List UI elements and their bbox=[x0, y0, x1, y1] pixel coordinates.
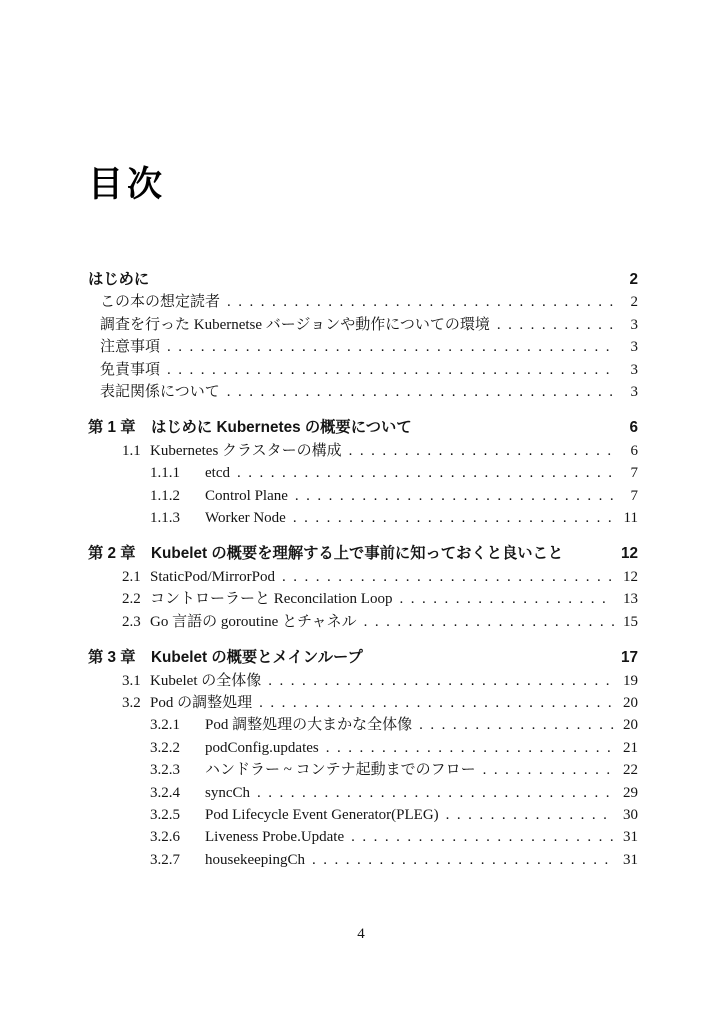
toc-entry[interactable] bbox=[100, 381, 638, 403]
dot-leader bbox=[351, 826, 614, 848]
toc-entry-number: 3.2.6 bbox=[150, 829, 180, 846]
toc-entry[interactable] bbox=[122, 440, 638, 462]
toc-entry-label: はじめに Kubernetes の概要について bbox=[151, 419, 412, 437]
page-number: 4 bbox=[357, 926, 365, 942]
toc-entry-page: 2 bbox=[629, 271, 638, 288]
toc-entry-number: 第 1 章 bbox=[88, 419, 136, 437]
toc-entry[interactable] bbox=[88, 647, 638, 669]
toc-entry-label: 免責事項 bbox=[100, 361, 161, 378]
toc-entry-page: 17 bbox=[620, 649, 638, 667]
toc-entry[interactable] bbox=[150, 714, 638, 736]
toc-entry-label: はじめに bbox=[88, 271, 150, 288]
toc-entry[interactable] bbox=[150, 737, 638, 759]
dot-leader bbox=[227, 381, 614, 403]
toc-entry-page: 31 bbox=[623, 829, 638, 846]
toc-entry[interactable] bbox=[150, 804, 638, 826]
toc-entry-page: 15 bbox=[623, 613, 638, 630]
toc-entry-page: 6 bbox=[629, 419, 638, 437]
dot-leader bbox=[419, 714, 614, 736]
toc-entry-number: 3.2.2 bbox=[150, 739, 180, 756]
toc-entry-page: 11 bbox=[623, 510, 638, 527]
toc-entry-label: Kubernetes クラスターの構成 bbox=[150, 442, 342, 459]
toc-entry-page: 22 bbox=[623, 762, 638, 779]
toc-entry-label: syncCh bbox=[205, 784, 250, 801]
toc-entry-label: Kubelet の全体像 bbox=[150, 672, 262, 689]
toc-entry[interactable] bbox=[100, 314, 638, 336]
toc-entry-page: 21 bbox=[623, 739, 638, 756]
toc-entry[interactable] bbox=[150, 507, 638, 529]
toc-entry-label: Kubelet の概要とメインループ bbox=[151, 649, 363, 667]
toc-entry-label: etcd bbox=[205, 465, 230, 482]
toc-entry-label: Pod 調整処理の大まかな全体像 bbox=[205, 717, 413, 734]
toc-entry-number: 3.2.3 bbox=[150, 762, 180, 779]
dot-leader bbox=[364, 611, 614, 633]
toc-entry-number: 3.2.1 bbox=[150, 717, 180, 734]
toc-entry-number: 3.2.7 bbox=[150, 851, 180, 868]
toc-entry-number: 3.1 bbox=[122, 672, 141, 689]
toc-entry-label: コントローラーと Reconcilation Loop bbox=[150, 591, 393, 608]
toc-entry-page: 12 bbox=[623, 568, 638, 585]
toc-entry-label: Pod の調整処理 bbox=[150, 694, 253, 711]
toc-entry-label: StaticPod/MirrorPod bbox=[150, 568, 276, 585]
toc-entry-page: 3 bbox=[630, 384, 638, 401]
toc-entry-page: 19 bbox=[623, 672, 638, 689]
toc-entry-page: 3 bbox=[630, 361, 638, 378]
toc-entry[interactable] bbox=[150, 849, 638, 871]
toc-entry-page: 13 bbox=[623, 591, 638, 608]
toc-entry-number: 第 3 章 bbox=[88, 649, 136, 667]
toc-entry[interactable] bbox=[122, 566, 638, 588]
dot-leader bbox=[326, 737, 614, 759]
dot-leader bbox=[259, 692, 614, 714]
dot-leader bbox=[237, 462, 614, 484]
toc-entry-number: 第 2 章 bbox=[88, 545, 136, 563]
toc-entry-label: 調査を行った Kubernetse バージョンや動作についての環境 bbox=[100, 316, 490, 333]
dot-leader bbox=[268, 670, 614, 692]
toc-entry[interactable] bbox=[100, 291, 638, 313]
toc-entry-page: 20 bbox=[623, 717, 638, 734]
dot-leader bbox=[312, 849, 614, 871]
toc-entry-page: 7 bbox=[630, 487, 638, 504]
dot-leader bbox=[257, 782, 614, 804]
dot-leader bbox=[167, 336, 614, 358]
dot-leader bbox=[483, 759, 614, 781]
toc-content bbox=[88, 0, 638, 871]
dot-leader bbox=[497, 314, 614, 336]
toc-entry-number: 2.3 bbox=[122, 613, 141, 630]
toc-entry-number: 1.1 bbox=[122, 442, 141, 459]
toc-entry-label: Kubelet の概要を理解する上で事前に知っておくと良いこと bbox=[151, 545, 564, 563]
toc-list bbox=[88, 269, 638, 871]
toc-entry-number: 2.2 bbox=[122, 591, 141, 608]
toc-entry-number: 1.1.2 bbox=[150, 487, 180, 504]
toc-entry-label: podConfig.updates bbox=[205, 739, 319, 756]
toc-entry-page: 6 bbox=[630, 442, 638, 459]
toc-entry-page: 12 bbox=[620, 545, 638, 563]
toc-entry[interactable] bbox=[150, 462, 638, 484]
toc-entry[interactable] bbox=[122, 670, 638, 692]
toc-entry-number: 2.1 bbox=[122, 568, 141, 585]
toc-entry-page: 29 bbox=[623, 784, 638, 801]
toc-entry-label: Control Plane bbox=[205, 487, 288, 504]
page-title: 目次 bbox=[88, 165, 167, 204]
toc-entry[interactable] bbox=[150, 759, 638, 781]
toc-entry[interactable] bbox=[122, 692, 638, 714]
toc-entry-page: 20 bbox=[623, 694, 638, 711]
toc-entry-label: この本の想定読者 bbox=[100, 294, 221, 311]
toc-entry-page: 3 bbox=[630, 316, 638, 333]
toc-entry-label: 注意事項 bbox=[100, 339, 161, 356]
toc-entry-page: 2 bbox=[630, 294, 638, 311]
dot-leader bbox=[349, 440, 614, 462]
toc-entry[interactable] bbox=[150, 782, 638, 804]
toc-entry-number: 3.2 bbox=[122, 694, 141, 711]
toc-entry[interactable] bbox=[88, 543, 638, 565]
dot-leader bbox=[446, 804, 614, 826]
toc-entry-label: 表記関係について bbox=[100, 384, 220, 401]
toc-entry[interactable] bbox=[100, 336, 638, 358]
toc-entry[interactable] bbox=[88, 417, 638, 439]
toc-entry[interactable] bbox=[100, 359, 638, 381]
toc-entry-label: ハンドラー ~ コンテナ起動までのフロー bbox=[205, 762, 476, 779]
toc-entry-label: Liveness Probe.Update bbox=[205, 829, 345, 846]
dot-leader bbox=[282, 566, 614, 588]
dot-leader bbox=[167, 359, 614, 381]
dot-leader bbox=[227, 291, 614, 313]
dot-leader bbox=[399, 588, 614, 610]
toc-entry-label: housekeepingCh bbox=[205, 851, 305, 868]
dot-leader bbox=[293, 507, 614, 529]
toc-entry-number: 3.2.4 bbox=[150, 784, 180, 801]
toc-entry-page: 3 bbox=[630, 339, 638, 356]
dot-leader bbox=[295, 485, 614, 507]
toc-entry-label: Go 言語の goroutine とチャネル bbox=[150, 613, 357, 630]
toc-entry-number: 3.2.5 bbox=[150, 806, 180, 823]
toc-entry-page: 30 bbox=[623, 806, 638, 823]
toc-entry-label: Pod Lifecycle Event Generator(PLEG) bbox=[205, 806, 439, 823]
toc-entry[interactable] bbox=[150, 485, 638, 507]
toc-entry-label: Worker Node bbox=[205, 510, 286, 527]
toc-entry-number: 1.1.1 bbox=[150, 465, 180, 482]
toc-entry[interactable] bbox=[122, 588, 638, 610]
toc-entry[interactable] bbox=[122, 611, 638, 633]
toc-entry[interactable] bbox=[88, 269, 638, 291]
toc-entry[interactable] bbox=[150, 826, 638, 848]
toc-entry-page: 31 bbox=[623, 851, 638, 868]
toc-entry-number: 1.1.3 bbox=[150, 510, 180, 527]
toc-entry-page: 7 bbox=[630, 465, 638, 482]
